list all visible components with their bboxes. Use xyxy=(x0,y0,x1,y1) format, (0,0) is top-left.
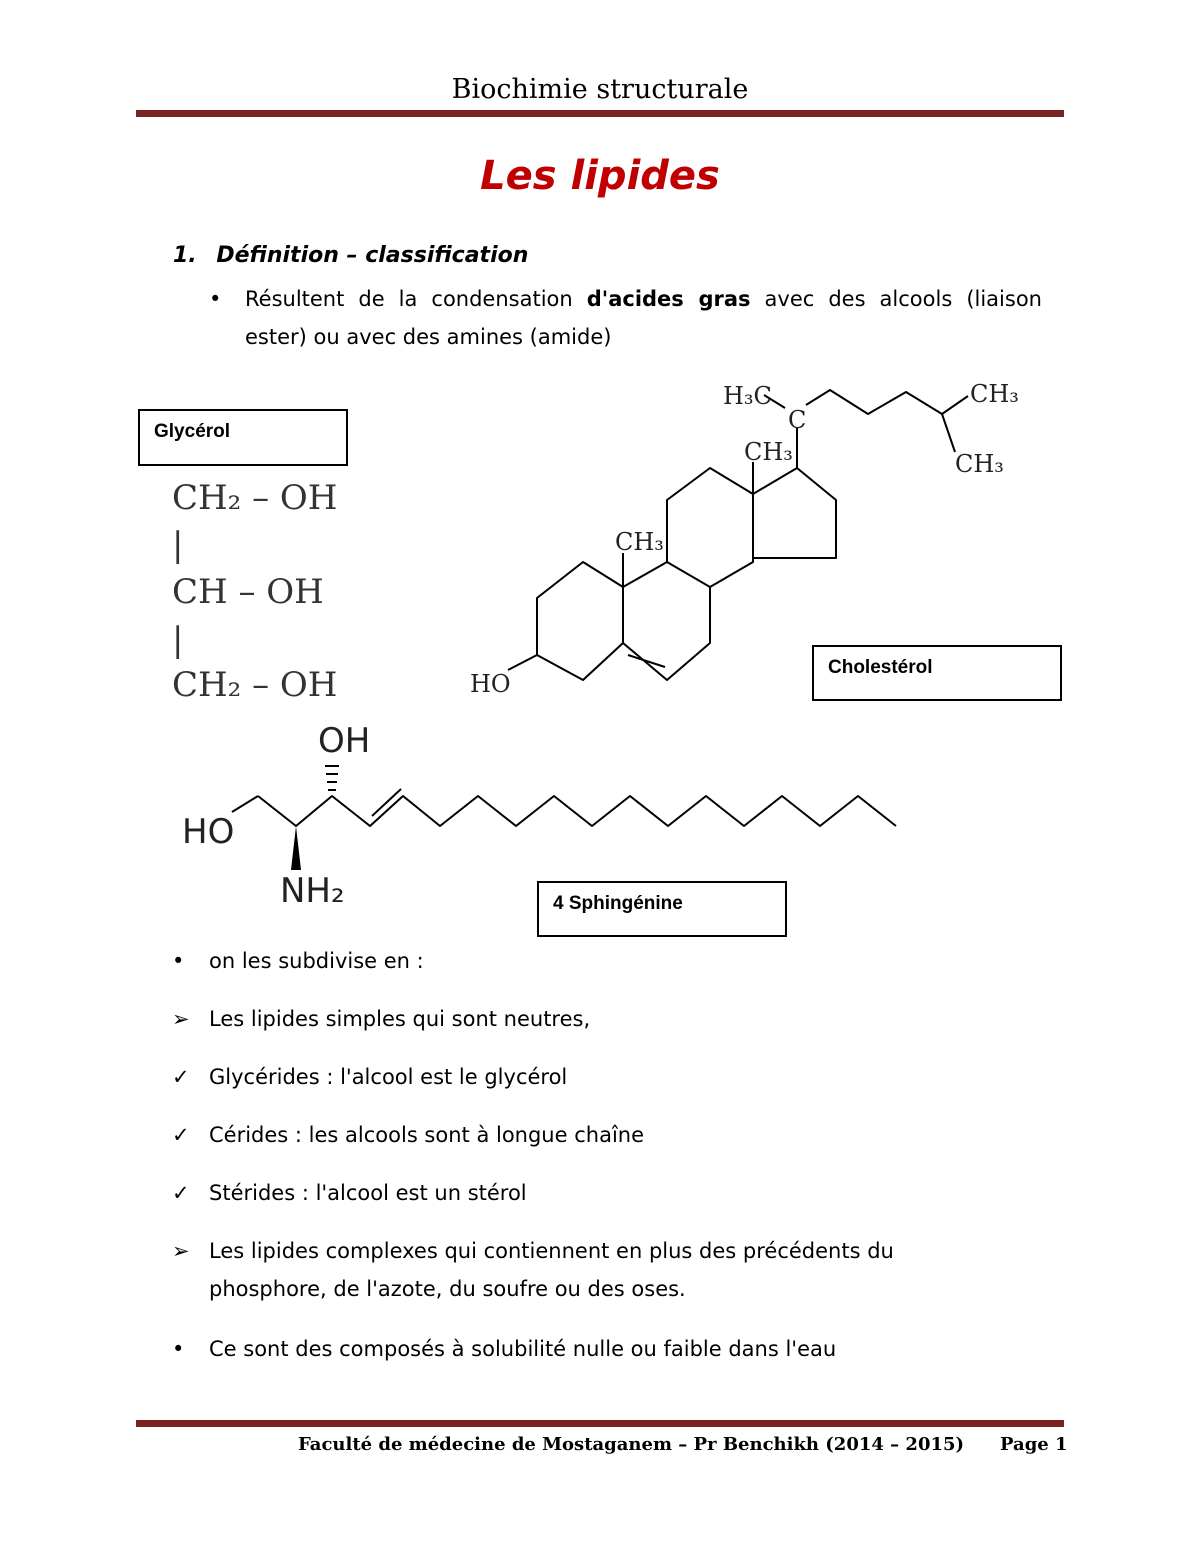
intro-text-before: Résultent de la condensation xyxy=(245,287,587,311)
checkmark-icon: ✓ xyxy=(172,1065,190,1089)
sph-ho-label: HO xyxy=(182,812,235,852)
glycerol-label: Glycérol xyxy=(154,421,231,442)
sph-oh-label: OH xyxy=(318,721,371,761)
sph-nh2-label: NH₂ xyxy=(280,871,345,911)
chol-ho-label: HO xyxy=(470,670,511,698)
checkmark-icon: ✓ xyxy=(172,1123,190,1147)
footer-rule xyxy=(136,1420,1064,1427)
header-title: Biochimie structurale xyxy=(451,74,749,105)
chol-ch3-a-label: CH₃ xyxy=(970,380,1019,408)
list-marker-bullet: • xyxy=(172,1337,185,1361)
intro-bullet: • xyxy=(209,287,222,311)
cholesterol-label: Cholestérol xyxy=(828,657,933,678)
section-number: 1. xyxy=(173,243,197,268)
sphingenine-label: 4 Sphingénine xyxy=(553,893,683,914)
intro-text-bold: d'acides gras xyxy=(586,287,751,311)
page-title: Les lipides xyxy=(480,153,720,199)
chol-h3c-label: H₃C xyxy=(723,382,772,410)
chol-c-label: C xyxy=(788,406,807,434)
page-number: Page 1 xyxy=(1000,1434,1068,1455)
glycerol-line-3: CH₂ – OH xyxy=(172,665,338,705)
chol-ch3-c-label: CH₃ xyxy=(744,438,793,466)
glycerol-line-2: CH – OH xyxy=(172,572,324,612)
sphingenine-label-box xyxy=(537,881,787,937)
chol-ch3-d-label: CH₃ xyxy=(615,528,664,556)
cholesterol-label-box xyxy=(812,645,1062,701)
footer-text: Faculté de médecine de Mostaganem – Pr Benchikh (2014 – 2015) xyxy=(298,1434,965,1455)
arrow-marker-icon: ➢ xyxy=(172,1239,190,1263)
section-title: Définition – classification xyxy=(216,243,529,268)
glycerol-bond-1: | xyxy=(172,525,184,565)
chol-ch3-b-label: CH₃ xyxy=(955,450,1004,478)
intro-text-after: avec des alcools (liaison ester) ou avec des amines (amide) xyxy=(245,287,1042,349)
glycerol-bond-2: | xyxy=(172,620,184,660)
glycerol-line-1: CH₂ – OH xyxy=(172,478,338,518)
checkmark-icon: ✓ xyxy=(172,1181,190,1205)
list-marker-bullet: • xyxy=(172,949,185,973)
arrow-marker-icon: ➢ xyxy=(172,1007,190,1031)
